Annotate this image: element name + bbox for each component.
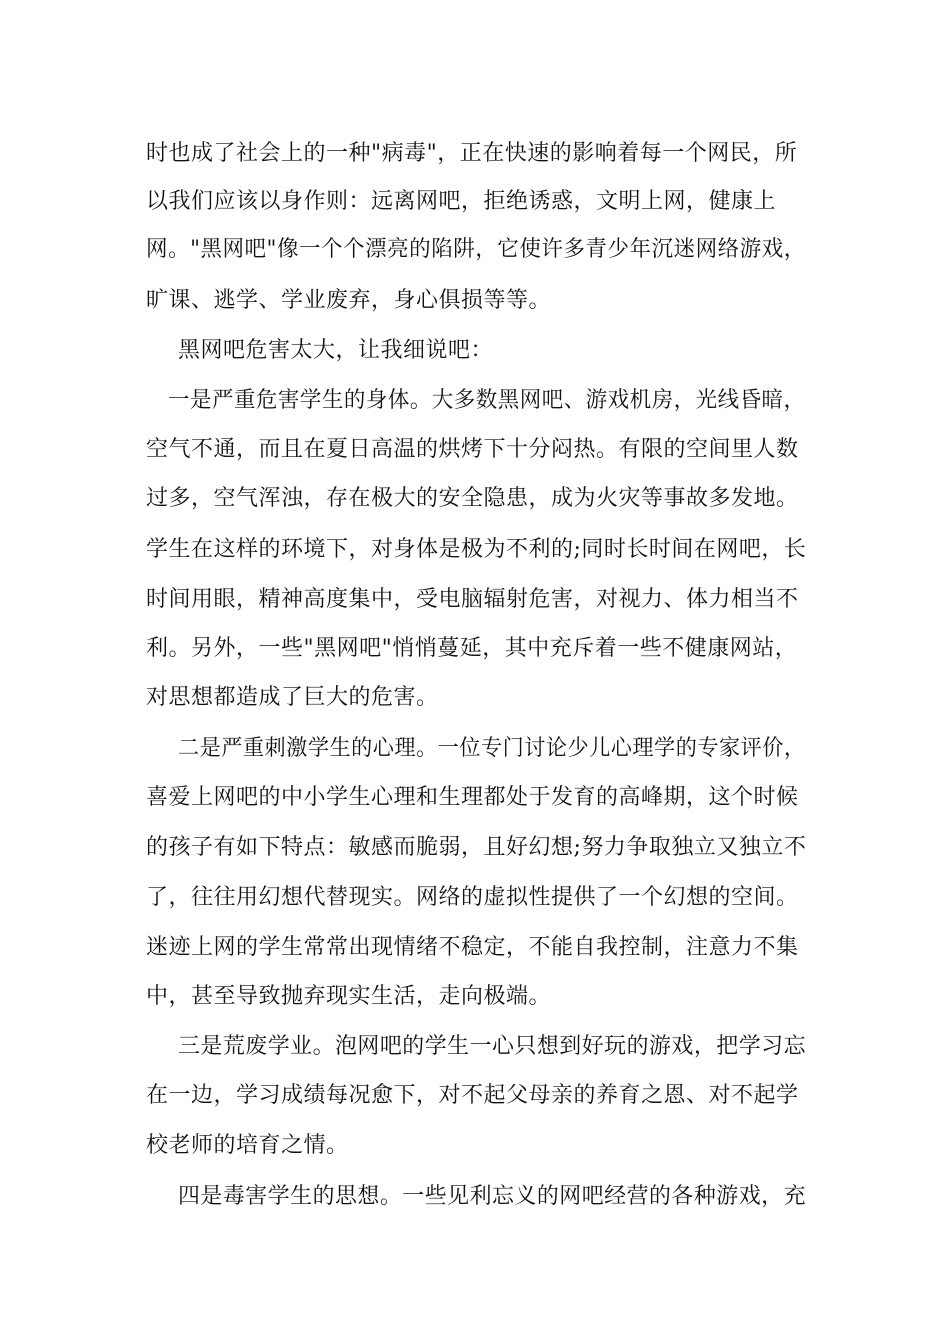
text-line: 二是严重刺激学生的心理。一位专门讨论少儿心理学的专家评价， bbox=[178, 736, 806, 761]
text-line: 时间用眼，精神高度集中，受电脑辐射危害，对视力、体力相当不 bbox=[146, 587, 799, 612]
paragraph-heading: 黑网吧危害太大，让我细说吧： bbox=[178, 338, 494, 363]
text-line: 旷课、逃学、学业废弃，身心俱损等等。 bbox=[146, 288, 552, 313]
text-line: 过多，空气浑浊，存在极大的安全隐患，成为火灾等事故多发地。 bbox=[146, 486, 799, 511]
text-line: 一是严重危害学生的身体。大多数黑网吧、游戏机房，光线昏暗， bbox=[168, 388, 806, 413]
text-line: 利。另外，一些"黑网吧"悄悄蔓延，其中充斥着一些不健康网站， bbox=[146, 636, 798, 661]
text-line: 校老师的培育之情。 bbox=[146, 1133, 349, 1158]
text-line: 四是毒害学生的思想。一些见利忘义的网吧经营的各种游戏，充 bbox=[178, 1184, 807, 1209]
text-line: 迷迹上网的学生常常出现情绪不稳定，不能自我控制，注意力不集 bbox=[146, 935, 799, 960]
text-line: 时也成了社会上的一种"病毒"，正在快速的影响着每一个网民，所 bbox=[146, 141, 798, 166]
text-line: 网。"黑网吧"像一个个漂亮的陷阱，它使许多青少年沉迷网络游戏， bbox=[146, 237, 806, 262]
text-line: 空气不通，而且在夏日高温的烘烤下十分闷热。有限的空间里人数 bbox=[146, 437, 799, 462]
text-line: 中，甚至导致抛弃现实生活，走向极端。 bbox=[146, 984, 552, 1009]
text-line: 喜爱上网吧的中小学生心理和生理都处于发育的高峰期，这个时候 bbox=[146, 785, 799, 810]
text-line: 了，往往用幻想代替现实。网络的虚拟性提供了一个幻想的空间。 bbox=[146, 885, 799, 910]
text-line: 对思想都造成了巨大的危害。 bbox=[146, 685, 439, 710]
text-line: 三是荒废学业。泡网吧的学生一心只想到好玩的游戏，把学习忘 bbox=[178, 1034, 807, 1059]
text-line: 以我们应该以身作则：远离网吧，拒绝诱惑，文明上网，健康上 bbox=[146, 189, 777, 214]
text-line: 学生在这样的环境下，对身体是极为不利的;同时长时间在网吧，长 bbox=[146, 537, 807, 562]
text-line: 的孩子有如下特点：敏感而脆弱，且好幻想;努力争取独立又独立不 bbox=[146, 835, 807, 860]
text-line: 在一边，学习成绩每况愈下，对不起父母亲的养育之恩、对不起学 bbox=[146, 1083, 799, 1108]
